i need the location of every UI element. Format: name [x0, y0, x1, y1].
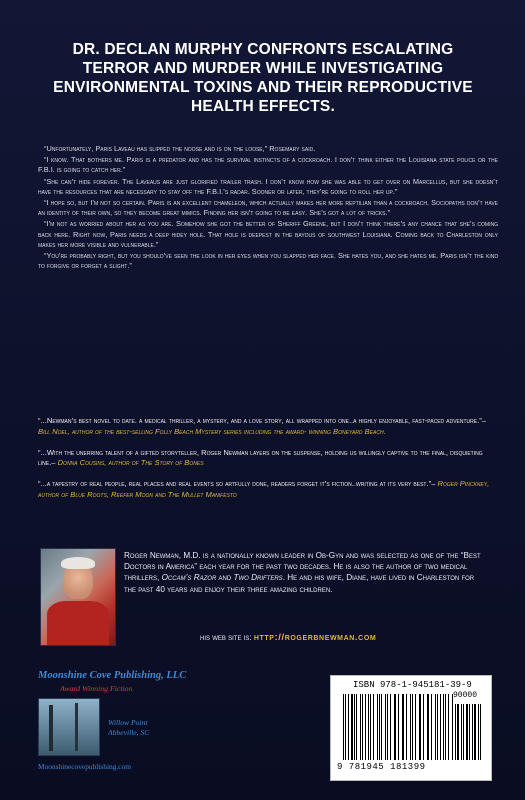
barcode-bar — [373, 694, 374, 760]
ean-bars — [343, 694, 453, 760]
barcode-bar — [420, 694, 421, 760]
author-hair — [61, 557, 95, 569]
barcode-bar — [351, 694, 353, 760]
publisher-website[interactable]: Moonshinecovepublishing.com — [38, 762, 131, 771]
author-bio — [124, 550, 488, 595]
barcode-bar — [469, 704, 470, 760]
barcode-bar — [443, 694, 444, 760]
barcode-bar — [390, 694, 391, 760]
barcode-bar — [452, 694, 453, 760]
review-quote: “...Newman’s best novel to date. a medical thriller, a mystery, and a love story, all wrapped into one..a highly enjoyable, fast-paced adventure.”– — [38, 416, 486, 425]
barcode-bar — [480, 704, 481, 760]
bio-text: . He and his wife, Diane, have lived in Charleston for the past 40 years and enjoy their three amazing children. — [124, 573, 475, 594]
barcode-bar — [435, 694, 437, 760]
publisher-logo — [38, 698, 100, 756]
barcode-bar — [360, 694, 361, 760]
publisher-block — [38, 670, 258, 771]
barcode-bar — [356, 694, 357, 760]
excerpt-paragraph: “She can’t hide forever. The Laveaus are just glorified trailer trash. I don’t know how she was able to get over on Marcellus, but she doesn’t have the resources that are necessary to stay off the F.B.I.’s radar. Sooner or later, they’re going to roll her up.” — [38, 176, 498, 196]
isbn-number: ISBN 978-1-945181-39-9 — [353, 680, 472, 690]
book-excerpt — [38, 144, 498, 272]
barcode-bar — [478, 704, 479, 760]
barcode-bar — [385, 694, 386, 760]
barcode-bar — [427, 694, 428, 760]
barcode-bar — [410, 694, 411, 760]
barcode-bar — [455, 704, 456, 760]
excerpt-paragraph: “I’m not as worried about her as you are. Somehow she got the better of Sheriff Greene, but I don’t think there’s any chance that she’s coming back here. Right now, Paris needs a deep hidey hole. That hole is deepest in the bayous of southwest Louisiana. Coming back to Charleston only makes her more visible and vulnerable.” — [38, 219, 498, 249]
barcode-bar — [377, 694, 378, 760]
barcode-bar — [354, 694, 355, 760]
website-link[interactable]: http://rogerbnewman.com — [253, 632, 377, 643]
publisher-name: Moonshine Cove Publishing, LLC — [38, 670, 187, 681]
review — [38, 416, 498, 438]
barcode-bar — [348, 694, 349, 760]
barcode-bar — [379, 694, 380, 760]
author-website — [200, 632, 376, 643]
author-photo — [40, 548, 116, 646]
barcode-bar — [365, 694, 366, 760]
barcode-bar — [398, 694, 399, 760]
barcode-bar — [466, 704, 468, 760]
review-credit: Roger Pinckney, author of Blue Roots, Reefer Moon and The Mullet Manifesto — [38, 479, 490, 499]
excerpt-paragraph: “I hope so, but I’m not so certain. Paris is an excellent chameleon, which actually makes her more reptilian than a cockroach. Sociopaths don’t have an identity of their own, so they become great mimics. Finding her isn’t going to be easy. She’s got a lot of tricks.” — [38, 198, 498, 218]
barcode-bar — [370, 694, 372, 760]
review — [38, 479, 498, 501]
barcode-bar — [463, 704, 464, 760]
barcode-bar — [461, 704, 462, 760]
excerpt-paragraph: “You’re probably right, but you should’ve seen the look in her eyes when you slapped her face. She hates you, and she hates me. Paris isn’t the kind to forgive or forget a slight.” — [38, 251, 498, 271]
bio-book-title: Occam’s Razor — [161, 573, 217, 583]
publisher-address — [108, 718, 149, 738]
review — [38, 448, 498, 470]
barcode-bar — [428, 694, 429, 760]
barcode-bar — [403, 694, 404, 760]
barcode-bar — [472, 704, 473, 760]
review-credit: Donna Cousins, author of The Story of Bones — [57, 458, 204, 468]
bio-book-title: Two Drifters — [233, 573, 283, 583]
barcode-bar — [381, 694, 382, 760]
barcode-bar — [445, 694, 446, 760]
barcode-bar — [387, 694, 389, 760]
excerpt-paragraph: “I know. That bothers me. Paris is a predator and has the survival instincts of a cockroach. I don’t think either the Louisiana state police or the F.B.I. is going to catch her.” — [38, 155, 498, 175]
barcode-bar — [395, 694, 396, 760]
barcode-bar — [415, 694, 416, 760]
tree-icon — [49, 705, 53, 751]
barcode-bar — [448, 694, 449, 760]
website-label: his web site is: — [200, 633, 252, 642]
addon-digits: 90000 — [453, 691, 478, 700]
barcode-bar — [345, 694, 346, 760]
barcode-bar — [423, 694, 424, 760]
bio-text: Roger Newman, M.D. is a nationally known leader in Ob-Gyn and was selected as one of the “Best Doctors in America” each year for the past two decades. He is also the author of two medical thrillers, — [124, 551, 481, 583]
barcode-bar — [474, 704, 476, 760]
publisher-tagline: Award Winning Fiction — [60, 684, 133, 693]
review-credit: Bill Noel, author of the best-selling Folly Beach Mystery series including the award- winning Boneyard Beach. — [38, 426, 386, 436]
barcode-bar — [440, 694, 441, 760]
barcode-bar — [343, 694, 344, 760]
tree-icon — [75, 703, 78, 751]
barcode-bar — [394, 694, 395, 760]
barcode-bar — [437, 694, 438, 760]
barcode-bar — [406, 694, 407, 760]
headline: DR. DECLAN MURPHY CONFRONTS ESCALATING TERROR AND MURDER WHILE INVESTIGATING ENVIRONMENTAL TOXINS AND THEIR REPRODUCTIVE HEALTH EFFECTS. — [53, 41, 473, 115]
review-quote: “...With the unerring talent of a gifted storyteller, Roger Newman layers on the suspense, holding us willingly captive to the final, disquieting line.– — [38, 447, 483, 468]
reviews — [38, 416, 498, 511]
barcode-bar — [412, 694, 414, 760]
isbn-barcode — [330, 675, 492, 781]
author-shirt — [47, 601, 109, 645]
address-line: Abbeville, SC — [108, 728, 150, 737]
excerpt-paragraph: “Unfortunately, Paris Laveau has slipped the noose and is on the loose,” Rosemary said. — [44, 144, 316, 153]
addon-bars — [455, 704, 485, 760]
address-line: Willow Point — [108, 718, 148, 727]
barcode-bar — [419, 694, 420, 760]
barcode-bar — [362, 694, 363, 760]
bio-text: and — [216, 573, 234, 583]
review-quote: “...a tapestry of real people, real places and real events so artfully done, readers forget it’s fiction..writing at its very best.”– — [38, 479, 436, 489]
ean-digits: 9 781945 181399 — [337, 762, 426, 772]
barcode-bar — [368, 694, 369, 760]
barcode-bar — [402, 694, 403, 760]
barcode-bar — [457, 704, 459, 760]
barcode-bar — [431, 694, 432, 760]
